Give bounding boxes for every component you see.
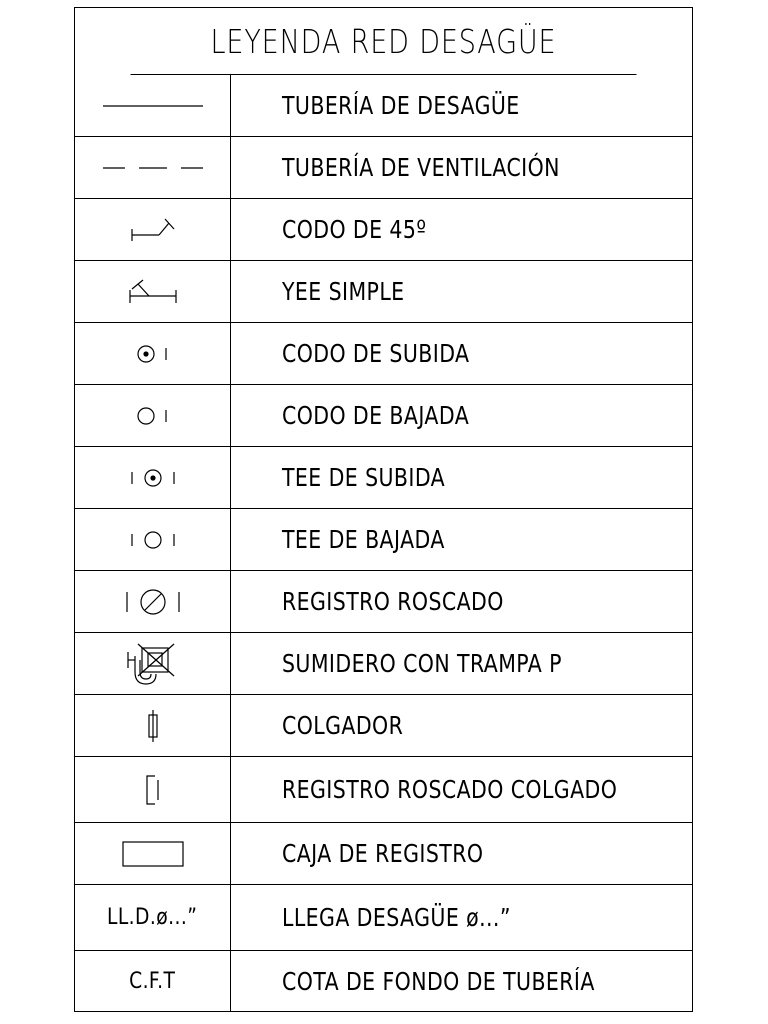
- symbol-cell: [75, 75, 231, 136]
- symbol-cell: [75, 571, 231, 632]
- symbol-text: LL.D.ø...”: [107, 905, 198, 930]
- legend-row: [75, 261, 692, 323]
- legend-row: [75, 757, 692, 823]
- legend-label: TUBERÍA DE VENTILACIÓN: [282, 153, 560, 182]
- legend-label: CODO DE 45º: [282, 215, 427, 244]
- symbol-cell: [75, 633, 231, 694]
- legend-row: [75, 199, 692, 261]
- legend-label: LLEGA DESAGÜE ø...”: [282, 903, 511, 932]
- legend-rows: [75, 75, 692, 1012]
- solid-line-icon: [103, 101, 203, 111]
- legend-row: [75, 571, 692, 633]
- symbol-cell: [75, 951, 231, 1012]
- dashed-line-icon: [103, 163, 203, 173]
- legend-row: [75, 385, 692, 447]
- symbol-cell: [75, 447, 231, 508]
- circle-icon: [136, 405, 170, 427]
- legend-label: COLGADOR: [282, 711, 404, 740]
- legend-label: CAJA DE REGISTRO: [282, 839, 484, 868]
- symbol-cell: [75, 199, 231, 260]
- hanger-icon: [146, 710, 160, 742]
- symbol-cell: [75, 137, 231, 198]
- legend-table: [74, 7, 693, 1012]
- legend-label: REGISTRO ROSCADO COLGADO: [282, 775, 618, 804]
- legend-row: [75, 823, 692, 885]
- legend-row: [75, 447, 692, 509]
- legend-row: [75, 885, 692, 951]
- legend-label: TUBERÍA DE DESAGÜE: [282, 91, 520, 120]
- legend-row: [75, 951, 692, 1012]
- legend-row: [75, 75, 692, 137]
- legend-title: LEYENDA RED DESAGÜE: [131, 8, 637, 75]
- legend-row: [75, 633, 692, 695]
- tee-up-icon: [130, 467, 176, 489]
- legend-label: TEE DE BAJADA: [282, 525, 445, 554]
- wye-icon: [129, 278, 177, 306]
- legend-row: [75, 137, 692, 199]
- legend-row: [75, 509, 692, 571]
- legend-label: COTA DE FONDO DE TUBERÍA: [282, 967, 595, 996]
- box-icon: [122, 841, 184, 867]
- symbol-cell: [75, 261, 231, 322]
- symbol-cell: [75, 323, 231, 384]
- symbol-cell: [75, 385, 231, 446]
- cleanout-icon: [123, 587, 183, 617]
- symbol-cell: [75, 509, 231, 570]
- elbow-45-icon: [131, 217, 175, 243]
- dotted-circle-icon: [136, 343, 170, 365]
- hung-cleanout-icon: [145, 774, 161, 806]
- legend-label: TEE DE SUBIDA: [282, 463, 446, 492]
- legend-row: [75, 323, 692, 385]
- legend-row: [75, 695, 692, 757]
- legend-label: YEE SIMPLE: [282, 277, 405, 306]
- legend-label: REGISTRO ROSCADO: [282, 587, 504, 616]
- floor-drain-trap-icon: [126, 642, 180, 686]
- symbol-cell: [75, 885, 231, 950]
- symbol-cell: [75, 823, 231, 884]
- legend-label: SUMIDERO CON TRAMPA P: [282, 649, 562, 678]
- symbol-cell: [75, 757, 231, 822]
- legend-label: CODO DE SUBIDA: [282, 339, 470, 368]
- legend-label: CODO DE BAJADA: [282, 401, 470, 430]
- symbol-cell: [75, 695, 231, 756]
- tee-down-icon: [130, 529, 176, 551]
- symbol-text: C.F.T: [129, 969, 176, 994]
